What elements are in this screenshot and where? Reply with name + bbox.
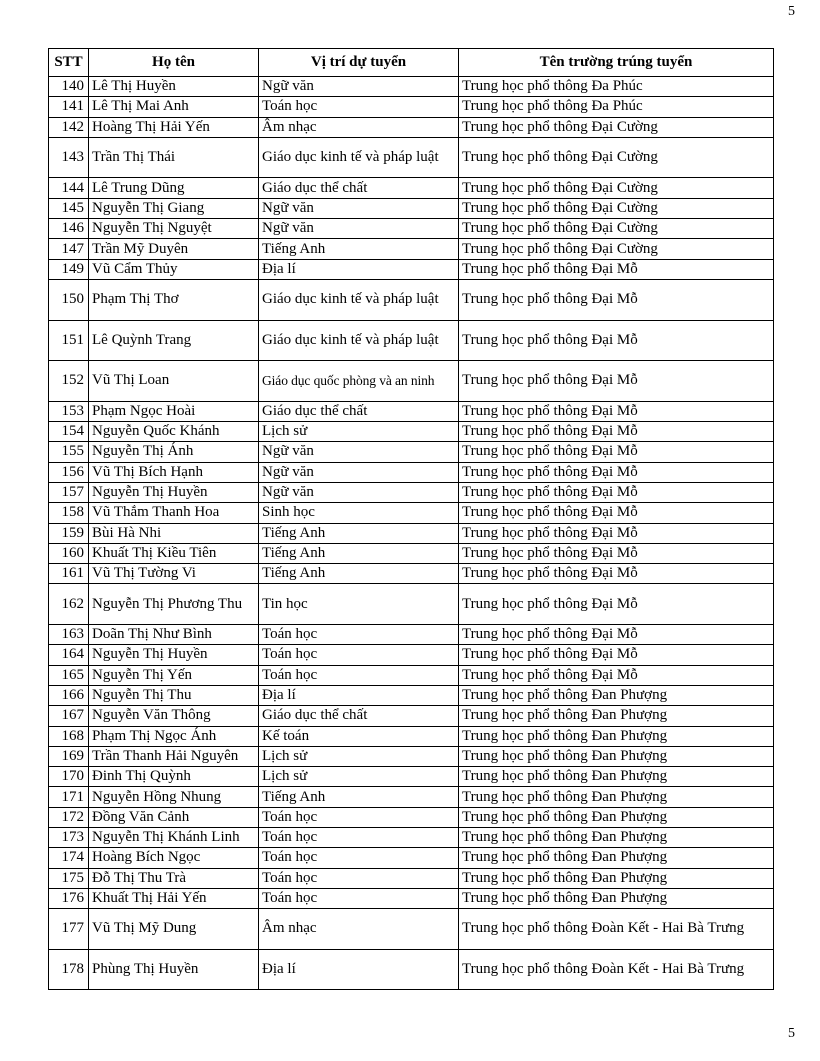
- cell-stt: 163: [49, 625, 89, 645]
- table-row: [49, 442, 774, 462]
- cell-school: Trung học phổ thông Đại Mỗ: [459, 259, 774, 279]
- table-row: [49, 239, 774, 259]
- cell-position: Toán học: [259, 97, 459, 117]
- cell-position: Âm nhạc: [259, 909, 459, 950]
- table-row: [49, 625, 774, 645]
- table-row: [49, 665, 774, 685]
- page-number-bottom: 5: [788, 1026, 795, 1041]
- cell-name: Đồng Văn Cảnh: [89, 807, 259, 827]
- cell-name: Nguyễn Hồng Nhung: [89, 787, 259, 807]
- cell-name: Khuất Thị Kiều Tiên: [89, 543, 259, 563]
- cell-name: Vũ Thị Loan: [89, 361, 259, 402]
- table-row: [49, 259, 774, 279]
- header-position: Vị trí dự tuyển: [259, 49, 459, 77]
- cell-position: Địa lí: [259, 259, 459, 279]
- cell-position: Giáo dục kinh tế và pháp luật: [259, 279, 459, 320]
- cell-position: Địa lí: [259, 685, 459, 705]
- cell-position: Lịch sử: [259, 767, 459, 787]
- cell-name: Lê Trung Dũng: [89, 178, 259, 198]
- table-row: [49, 401, 774, 421]
- cell-school: Trung học phổ thông Đại Cường: [459, 178, 774, 198]
- cell-position: Toán học: [259, 868, 459, 888]
- cell-school: Trung học phổ thông Đan Phượng: [459, 868, 774, 888]
- cell-stt: 151: [49, 320, 89, 361]
- cell-school: Trung học phổ thông Đoàn Kết - Hai Bà Trưng: [459, 909, 774, 950]
- cell-position: Ngữ văn: [259, 198, 459, 218]
- cell-position: Giáo dục thể chất: [259, 401, 459, 421]
- table-row: [49, 462, 774, 482]
- cell-school: Trung học phổ thông Đại Mỗ: [459, 503, 774, 523]
- cell-name: Trần Mỹ Duyên: [89, 239, 259, 259]
- cell-position: Toán học: [259, 888, 459, 908]
- table-row: [49, 807, 774, 827]
- header-name: Họ tên: [89, 49, 259, 77]
- table-row: [49, 827, 774, 847]
- header-row: [49, 49, 774, 77]
- cell-school: Trung học phổ thông Đại Mỗ: [459, 543, 774, 563]
- cell-position: Toán học: [259, 625, 459, 645]
- cell-position: Ngữ văn: [259, 442, 459, 462]
- cell-school: Trung học phổ thông Đa Phúc: [459, 77, 774, 97]
- cell-stt: 168: [49, 726, 89, 746]
- header-school: Tên trường trúng tuyển: [459, 49, 774, 77]
- cell-stt: 167: [49, 706, 89, 726]
- cell-stt: 157: [49, 482, 89, 502]
- cell-name: Phạm Thị Ngọc Ánh: [89, 726, 259, 746]
- cell-stt: 175: [49, 868, 89, 888]
- cell-position: Giáo dục thể chất: [259, 706, 459, 726]
- cell-stt: 143: [49, 137, 89, 178]
- cell-stt: 166: [49, 685, 89, 705]
- cell-stt: 144: [49, 178, 89, 198]
- cell-stt: 150: [49, 279, 89, 320]
- cell-stt: 147: [49, 239, 89, 259]
- cell-name: Phạm Ngọc Hoài: [89, 401, 259, 421]
- cell-stt: 176: [49, 888, 89, 908]
- cell-position: Âm nhạc: [259, 117, 459, 137]
- cell-school: Trung học phổ thông Đại Cường: [459, 239, 774, 259]
- cell-school: Trung học phổ thông Đại Mỗ: [459, 482, 774, 502]
- cell-school: Trung học phổ thông Đan Phượng: [459, 848, 774, 868]
- cell-stt: 155: [49, 442, 89, 462]
- cell-school: Trung học phổ thông Đại Mỗ: [459, 442, 774, 462]
- cell-name: Bùi Hà Nhi: [89, 523, 259, 543]
- results-table: [48, 48, 774, 990]
- table-row: [49, 198, 774, 218]
- cell-school: Trung học phổ thông Đại Mỗ: [459, 320, 774, 361]
- cell-name: Nguyễn Thị Huyền: [89, 482, 259, 502]
- cell-name: Lê Thị Mai Anh: [89, 97, 259, 117]
- table-row: [49, 279, 774, 320]
- table-row: [49, 97, 774, 117]
- cell-stt: 172: [49, 807, 89, 827]
- cell-position: Giáo dục kinh tế và pháp luật: [259, 320, 459, 361]
- cell-name: Trần Thị Thái: [89, 137, 259, 178]
- table-row: [49, 482, 774, 502]
- table-row: [49, 645, 774, 665]
- cell-name: Vũ Thị Mỹ Dung: [89, 909, 259, 950]
- cell-name: Vũ Cẩm Thủy: [89, 259, 259, 279]
- cell-name: Lê Thị Huyền: [89, 77, 259, 97]
- cell-name: Khuất Thị Hải Yến: [89, 888, 259, 908]
- table-row: [49, 909, 774, 950]
- cell-school: Trung học phổ thông Đại Cường: [459, 117, 774, 137]
- cell-school: Trung học phổ thông Đan Phượng: [459, 746, 774, 766]
- table-row: [49, 706, 774, 726]
- cell-school: Trung học phổ thông Đại Mỗ: [459, 462, 774, 482]
- cell-position: Ngữ văn: [259, 219, 459, 239]
- table-row: [49, 868, 774, 888]
- table-row: [49, 746, 774, 766]
- cell-school: Trung học phổ thông Đan Phượng: [459, 888, 774, 908]
- cell-stt: 178: [49, 949, 89, 990]
- cell-position: Tiếng Anh: [259, 787, 459, 807]
- table-row: [49, 178, 774, 198]
- header-stt: STT: [49, 49, 89, 77]
- cell-school: Trung học phổ thông Đa Phúc: [459, 97, 774, 117]
- cell-school: Trung học phổ thông Đan Phượng: [459, 787, 774, 807]
- cell-school: Trung học phổ thông Đan Phượng: [459, 706, 774, 726]
- cell-name: Vũ Thị Tường Vi: [89, 564, 259, 584]
- cell-stt: 174: [49, 848, 89, 868]
- cell-position: Kế toán: [259, 726, 459, 746]
- cell-name: Lê Quỳnh Trang: [89, 320, 259, 361]
- cell-name: Nguyễn Quốc Khánh: [89, 422, 259, 442]
- table-row: [49, 117, 774, 137]
- cell-name: Đinh Thị Quỳnh: [89, 767, 259, 787]
- cell-position: Tiếng Anh: [259, 543, 459, 563]
- cell-position: Tiếng Anh: [259, 564, 459, 584]
- cell-position: Toán học: [259, 665, 459, 685]
- cell-position: Giáo dục quốc phòng và an ninh: [259, 361, 459, 402]
- cell-name: Vũ Thị Bích Hạnh: [89, 462, 259, 482]
- cell-school: Trung học phổ thông Đại Mỗ: [459, 584, 774, 625]
- cell-position: Toán học: [259, 848, 459, 868]
- table-body: [49, 77, 774, 990]
- cell-position: Tin học: [259, 584, 459, 625]
- cell-name: Nguyễn Thị Khánh Linh: [89, 827, 259, 847]
- table-row: [49, 320, 774, 361]
- cell-name: Nguyễn Thị Huyền: [89, 645, 259, 665]
- cell-school: Trung học phổ thông Đại Mỗ: [459, 645, 774, 665]
- table-row: [49, 543, 774, 563]
- cell-school: Trung học phổ thông Đan Phượng: [459, 685, 774, 705]
- table-row: [49, 564, 774, 584]
- cell-stt: 162: [49, 584, 89, 625]
- table-row: [49, 219, 774, 239]
- cell-stt: 171: [49, 787, 89, 807]
- cell-position: Sinh học: [259, 503, 459, 523]
- cell-position: Lịch sử: [259, 422, 459, 442]
- cell-name: Nguyễn Thị Nguyệt: [89, 219, 259, 239]
- table-row: [49, 137, 774, 178]
- cell-school: Trung học phổ thông Đại Cường: [459, 137, 774, 178]
- cell-name: Nguyễn Thị Giang: [89, 198, 259, 218]
- cell-school: Trung học phổ thông Đoàn Kết - Hai Bà Trưng: [459, 949, 774, 990]
- cell-stt: 173: [49, 827, 89, 847]
- table-row: [49, 584, 774, 625]
- cell-position: Tiếng Anh: [259, 239, 459, 259]
- cell-stt: 170: [49, 767, 89, 787]
- cell-stt: 165: [49, 665, 89, 685]
- table-row: [49, 888, 774, 908]
- cell-stt: 154: [49, 422, 89, 442]
- cell-position: Giáo dục kinh tế và pháp luật: [259, 137, 459, 178]
- cell-school: Trung học phổ thông Đại Cường: [459, 219, 774, 239]
- cell-stt: 177: [49, 909, 89, 950]
- cell-name: Nguyễn Thị Phương Thu: [89, 584, 259, 625]
- cell-school: Trung học phổ thông Đan Phượng: [459, 807, 774, 827]
- cell-stt: 140: [49, 77, 89, 97]
- cell-school: Trung học phổ thông Đại Mỗ: [459, 422, 774, 442]
- cell-school: Trung học phổ thông Đại Mỗ: [459, 523, 774, 543]
- cell-name: Phạm Thị Thơ: [89, 279, 259, 320]
- cell-stt: 146: [49, 219, 89, 239]
- cell-stt: 161: [49, 564, 89, 584]
- cell-name: Phùng Thị Huyền: [89, 949, 259, 990]
- cell-school: Trung học phổ thông Đại Cường: [459, 198, 774, 218]
- cell-stt: 145: [49, 198, 89, 218]
- table-header: [49, 49, 774, 77]
- table-row: [49, 787, 774, 807]
- cell-position: Lịch sử: [259, 746, 459, 766]
- cell-school: Trung học phổ thông Đan Phượng: [459, 726, 774, 746]
- cell-stt: 149: [49, 259, 89, 279]
- cell-position: Ngữ văn: [259, 462, 459, 482]
- cell-name: Nguyễn Thị Ánh: [89, 442, 259, 462]
- cell-name: Vũ Thắm Thanh Hoa: [89, 503, 259, 523]
- cell-position: Ngữ văn: [259, 77, 459, 97]
- cell-name: Đỗ Thị Thu Trà: [89, 868, 259, 888]
- cell-school: Trung học phổ thông Đại Mỗ: [459, 361, 774, 402]
- cell-school: Trung học phổ thông Đan Phượng: [459, 767, 774, 787]
- cell-name: Hoàng Bích Ngọc: [89, 848, 259, 868]
- table-row: [49, 848, 774, 868]
- cell-stt: 156: [49, 462, 89, 482]
- table-row: [49, 523, 774, 543]
- cell-position: Toán học: [259, 645, 459, 665]
- cell-school: Trung học phổ thông Đại Mỗ: [459, 564, 774, 584]
- cell-school: Trung học phổ thông Đan Phượng: [459, 827, 774, 847]
- cell-position: Tiếng Anh: [259, 523, 459, 543]
- cell-position: Địa lí: [259, 949, 459, 990]
- cell-stt: 158: [49, 503, 89, 523]
- cell-stt: 153: [49, 401, 89, 421]
- table-row: [49, 503, 774, 523]
- table-row: [49, 767, 774, 787]
- cell-name: Nguyễn Văn Thông: [89, 706, 259, 726]
- cell-position: Toán học: [259, 807, 459, 827]
- cell-stt: 142: [49, 117, 89, 137]
- cell-stt: 169: [49, 746, 89, 766]
- cell-stt: 164: [49, 645, 89, 665]
- table-row: [49, 685, 774, 705]
- cell-position: Ngữ văn: [259, 482, 459, 502]
- cell-stt: 159: [49, 523, 89, 543]
- cell-school: Trung học phổ thông Đại Mỗ: [459, 665, 774, 685]
- table-row: [49, 726, 774, 746]
- table-row: [49, 422, 774, 442]
- table-row: [49, 77, 774, 97]
- table-row: [49, 361, 774, 402]
- cell-stt: 141: [49, 97, 89, 117]
- cell-school: Trung học phổ thông Đại Mỗ: [459, 401, 774, 421]
- page-number-top: 5: [788, 4, 795, 19]
- cell-name: Nguyễn Thị Thu: [89, 685, 259, 705]
- cell-name: Doãn Thị Như Bình: [89, 625, 259, 645]
- cell-school: Trung học phổ thông Đại Mỗ: [459, 279, 774, 320]
- cell-name: Trần Thanh Hải Nguyên: [89, 746, 259, 766]
- cell-school: Trung học phổ thông Đại Mỗ: [459, 625, 774, 645]
- cell-position: Toán học: [259, 827, 459, 847]
- cell-position: Giáo dục thể chất: [259, 178, 459, 198]
- cell-stt: 152: [49, 361, 89, 402]
- cell-name: Nguyễn Thị Yến: [89, 665, 259, 685]
- table-row: [49, 949, 774, 990]
- cell-stt: 160: [49, 543, 89, 563]
- cell-name: Hoàng Thị Hải Yến: [89, 117, 259, 137]
